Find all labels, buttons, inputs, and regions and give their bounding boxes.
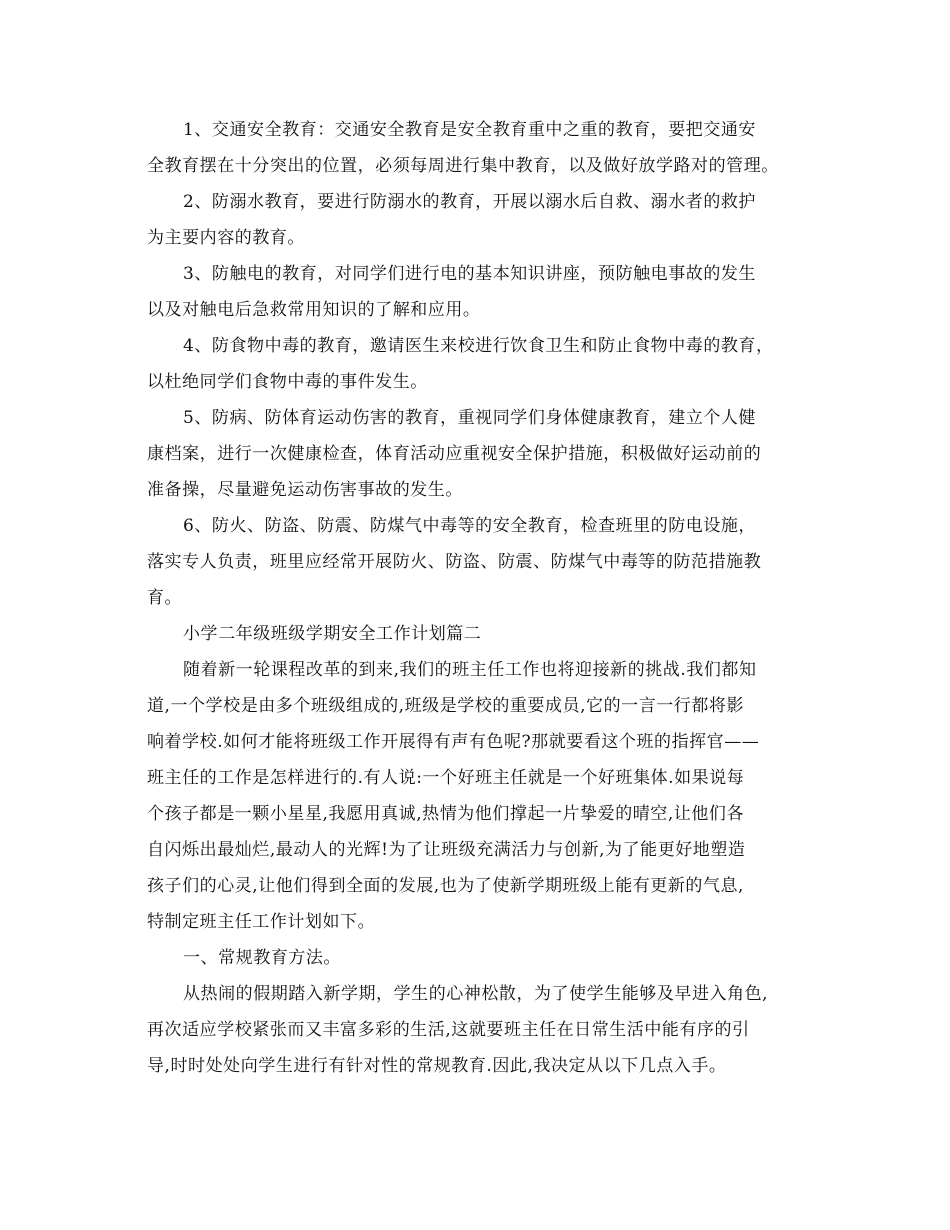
text-line: 落实专人负责，班里应经常开展防火、防盗、防震、防煤气中毒等的防范措施教: [147, 552, 762, 572]
text-line: 全教育摆在十分突出的位置，必须每周进行集中教育，以及做好放学路对的管理。: [147, 156, 779, 176]
text-line: 特制定班主任工作计划如下。: [147, 912, 376, 932]
text-line: 从热闹的假期踏入新学期，学生的心神松散，为了使学生能够及早进入角色,: [183, 984, 769, 1004]
text-line: 5、防病、防体育运动伤害的教育，重视同学们身体健康教育，建立个人健: [183, 408, 756, 428]
text-line: 随着新一轮课程改革的到来,我们的班主任工作也将迎接新的挑战.我们都知: [183, 660, 757, 680]
text-line: 道,一个学校是由多个班级组成的,班级是学校的重要成员,它的一言一行都将影: [147, 696, 745, 716]
text-line: 孩子们的心灵,让他们得到全面的发展,也为了使新学期班级上能有更新的气息,: [147, 876, 745, 896]
text-line: 再次适应学校紧张而又丰富多彩的生活,这就要班主任在日常生活中能有序的引: [147, 1020, 750, 1040]
text-line: 3、防触电的教育，对同学们进行电的基本知识讲座，预防触电事故的发生: [183, 264, 756, 284]
text-line: 准备操，尽量避免运动伤害事故的发生。: [147, 480, 463, 500]
text-line: 自闪烁出最灿烂,最动人的光辉!为了让班级充满活力与创新,为了能更好地塑造: [147, 840, 746, 860]
text-line: 1、交通安全教育：交通安全教育是安全教育重中之重的教育，要把交通安: [183, 120, 756, 140]
text-line: 个孩子都是一颗小星星,我愿用真诚,热情为他们撑起一片挚爱的晴空,让他们各: [147, 804, 745, 824]
text-line: 以杜绝同学们食物中毒的事件发生。: [147, 372, 428, 392]
subsection-heading: 一、常规教育方法。: [183, 948, 341, 968]
text-line: 导,时时处处向学生进行有针对性的常规教育.因此,我决定从以下几点入手。: [147, 1056, 727, 1076]
section-heading: 小学二年级班级学期安全工作计划篇二: [183, 624, 482, 644]
text-line: 育。: [147, 588, 183, 608]
text-line: 响着学校.如何才能将班级工作开展得有声有色呢?那就要看这个班的指挥官——: [147, 732, 760, 752]
text-line: 6、防火、防盗、防震、防煤气中毒等的安全教育，检查班里的防电设施，: [183, 516, 756, 536]
text-line: 以及对触电后急救常用知识的了解和应用。: [147, 300, 481, 320]
text-line: 为主要内容的教育。: [147, 228, 305, 248]
text-line: 班主任的工作是怎样进行的.有人说:一个好班主任就是一个好班集体.如果说每: [147, 768, 745, 788]
text-line: 2、防溺水教育，要进行防溺水的教育，开展以溺水后自救、溺水者的救护: [183, 192, 756, 212]
text-line: 4、防食物中毒的教育，邀请医生来校进行饮食卫生和防止食物中毒的教育，: [183, 336, 774, 356]
text-line: 康档案，进行一次健康检查，体育活动应重视安全保护措施，积极做好运动前的: [147, 444, 762, 464]
